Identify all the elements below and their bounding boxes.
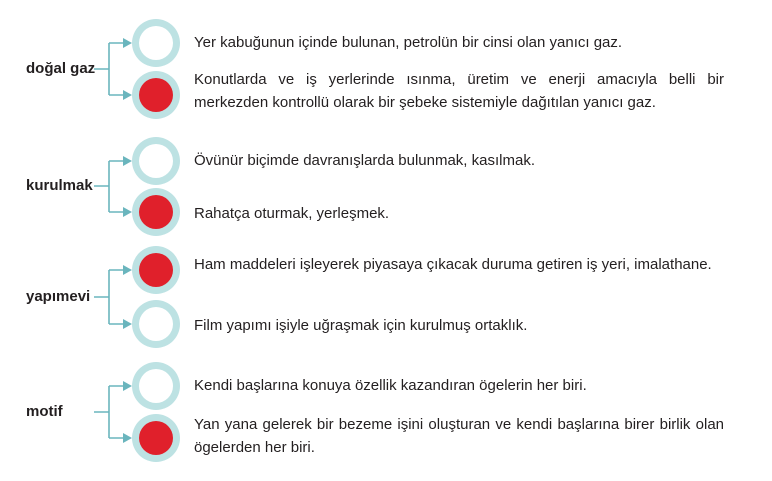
radio-circle-icon — [139, 369, 173, 403]
term-label: yapımevi — [26, 288, 91, 305]
option-definition: Rahatça oturmak, yerleşmek. — [194, 205, 390, 222]
radio-circle-icon — [139, 421, 173, 455]
option-radio[interactable] — [132, 362, 180, 410]
option-definition: Kendi başlarına konuya özellik kazandıran ögelerin her biri. — [194, 377, 587, 394]
term-label: motif — [26, 403, 63, 420]
option-radio-selected[interactable] — [132, 414, 180, 462]
term-label: kurulmak — [26, 177, 93, 194]
option-definition: Ham maddeleri işleyerek piyasaya çıkacak duruma getiren iş yeri, imalathane. — [194, 256, 712, 273]
option-definition: Film yapımı işiyle uğraşmak için kurulmuş ortaklık. — [194, 317, 528, 334]
option-definition: Konutlarda ve iş yerlerinde ısınma, üretim ve enerji amacıyla belli bir merkezden kontrollü olarak bir şebeke sistemiyle dağıtılan yanıcı gaz. — [194, 71, 724, 111]
option-definition: Yan yana gelerek bir bezeme işini oluşturan ve kendi başlarına birer birlik olan ögelerden her biri. — [194, 416, 724, 456]
option-definition: Övünür biçimde davranışlarda bulunmak, kasılmak. — [194, 152, 535, 169]
term-label: doğal gaz — [26, 60, 96, 77]
option-definition: Yer kabuğunun içinde bulunan, petrolün bir cinsi olan yanıcı gaz. — [194, 34, 623, 51]
